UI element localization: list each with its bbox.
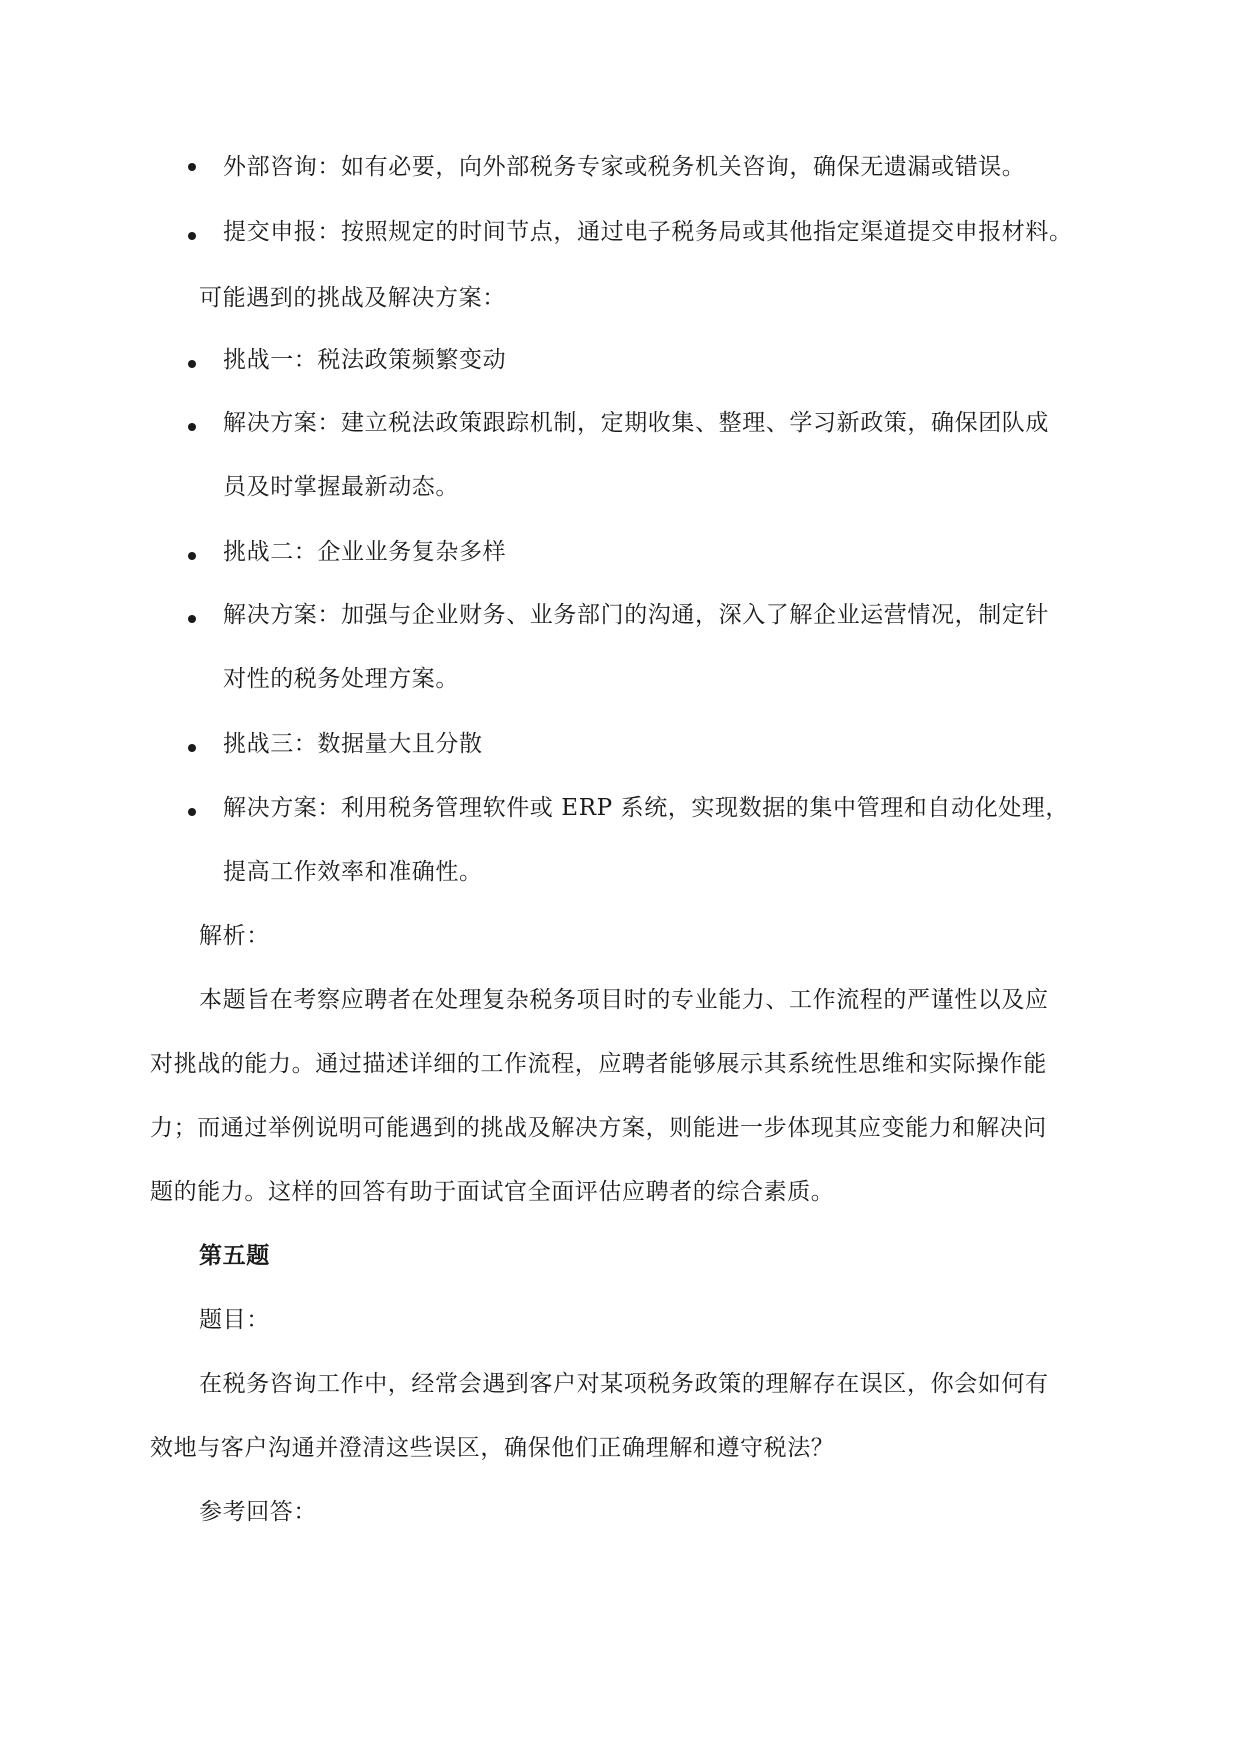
bullet-dot	[188, 744, 196, 752]
solution-text-continued: 员及时掌握最新动态。	[223, 474, 459, 500]
bullet-dot	[188, 808, 196, 816]
bullet-text: 外部咨询：如有必要，向外部税务专家或税务机关咨询，确保无遗漏或错误。	[223, 154, 1026, 180]
question-paragraph-line: 效地与客户沟通并澄清这些误区，确保他们正确理解和遵守税法？	[150, 1435, 835, 1461]
bullet-dot	[188, 615, 196, 623]
section-title: 第五题	[199, 1242, 270, 1269]
question-label: 题目：	[199, 1307, 270, 1333]
analysis-paragraph-line: 题的能力。这样的回答有助于面试官全面评估应聘者的综合素质。	[150, 1179, 835, 1205]
solution-text-continued: 提高工作效率和准确性。	[223, 859, 483, 885]
analysis-paragraph-line: 力；而通过举例说明可能遇到的挑战及解决方案，则能进一步体现其应变能力和解决问	[150, 1115, 1047, 1141]
bullet-dot	[188, 232, 196, 240]
challenge-text: 挑战三：数据量大且分散	[223, 731, 483, 757]
analysis-paragraph-line: 本题旨在考察应聘者在处理复杂税务项目时的专业能力、工作流程的严谨性以及应	[199, 987, 1049, 1013]
question-paragraph-line: 在税务咨询工作中，经常会遇到客户对某项税务政策的理解存在误区，你会如何有	[199, 1371, 1049, 1397]
analysis-paragraph-line: 对挑战的能力。通过描述详细的工作流程，应聘者能够展示其系统性思维和实际操作能	[150, 1051, 1047, 1077]
analysis-label: 解析：	[199, 923, 270, 949]
bullet-dot	[188, 163, 196, 171]
challenge-text: 挑战一：税法政策频繁变动	[223, 347, 507, 373]
challenges-heading: 可能遇到的挑战及解决方案：	[199, 285, 506, 311]
solution-text: 解决方案：加强与企业财务、业务部门的沟通，深入了解企业运营情况，制定针	[223, 602, 1049, 628]
bullet-dot	[188, 552, 196, 560]
bullet-text: 提交申报：按照规定的时间节点，通过电子税务局或其他指定渠道提交申报材料。	[223, 219, 1073, 245]
solution-text: 解决方案：利用税务管理软件或 ERP 系统，实现数据的集中管理和自动化处理，	[223, 795, 1070, 821]
solution-text-continued: 对性的税务处理方案。	[223, 666, 459, 692]
solution-text: 解决方案：建立税法政策跟踪机制，定期收集、整理、学习新政策，确保团队成	[223, 410, 1049, 436]
answer-label: 参考回答：	[199, 1499, 317, 1525]
bullet-dot	[188, 423, 196, 431]
bullet-dot	[188, 360, 196, 368]
challenge-text: 挑战二：企业业务复杂多样	[223, 539, 507, 565]
